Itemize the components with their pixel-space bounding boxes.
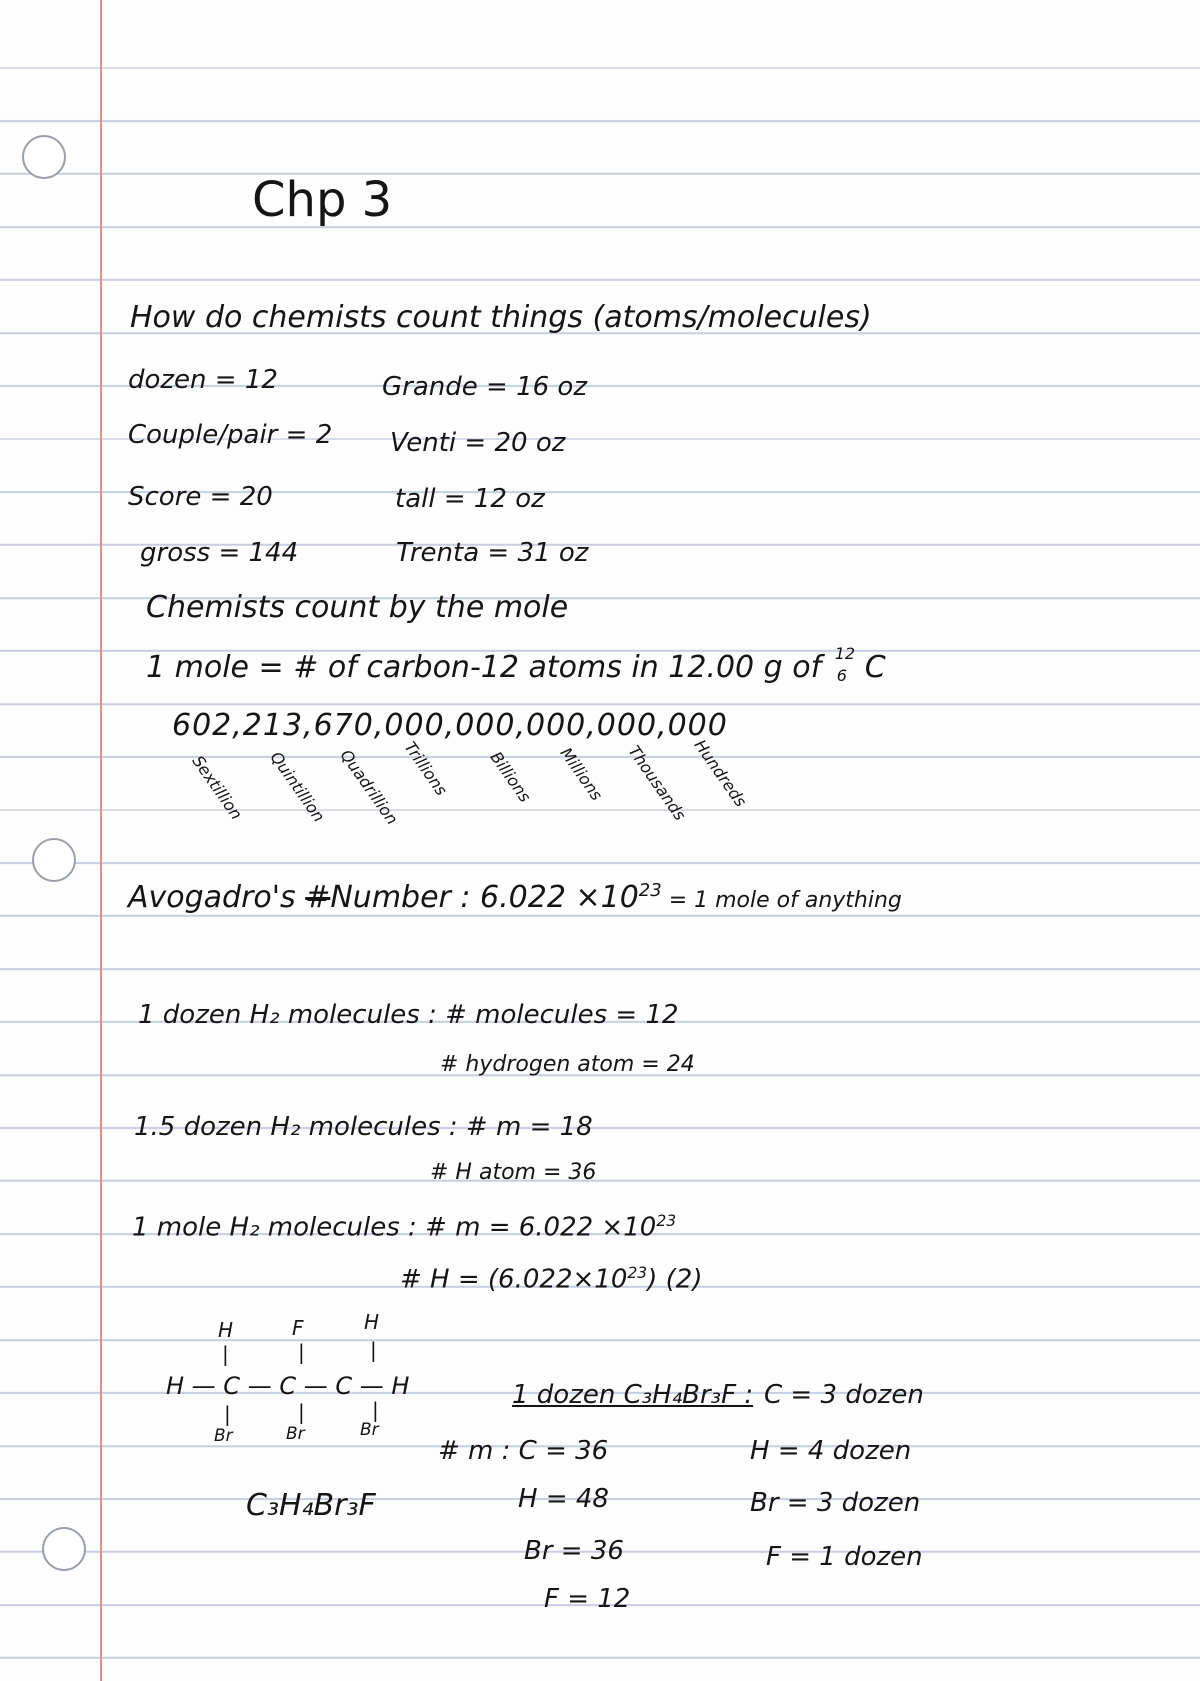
unit-couple: Couple/pair = 2 [128,420,333,450]
example2-line2: # H atom = 36 [430,1160,597,1185]
unit-grande: Grande = 16 oz [382,372,587,402]
example3-line2 [400,1264,702,1295]
isotope-symbol: C [864,650,886,685]
avogadro-label: Avogadro's [128,880,296,915]
molecule-count-h: H = 48 [518,1484,609,1514]
example1-line2: # hydrogen atom = 24 [440,1052,695,1077]
place-hundreds: Hundreds [690,736,751,811]
atom-br-2: Br [286,1424,305,1444]
avogadro-crossed: # [305,880,331,915]
avogadro-line [128,880,902,915]
dozen-calc-heading-text: 1 dozen C₃H₄Br₃F : [512,1380,754,1410]
question-heading: How do chemists count things (atoms/molecules) [130,300,872,335]
example1-line1: 1 dozen H₂ molecules : # molecules = 12 [138,1000,679,1030]
bond-vertical: | [372,1398,379,1422]
unit-gross: gross = 144 [140,538,299,568]
binder-hole [42,1527,86,1571]
atom-h-top-1: H [218,1318,234,1342]
binder-hole [32,838,76,882]
example3-line2-tail: ) (2) [647,1264,703,1295]
unit-dozen: dozen = 12 [128,365,278,395]
unit-trenta: Trenta = 31 oz [396,538,589,568]
example3-line2-exponent: 23 [627,1264,648,1282]
unit-venti: Venti = 20 oz [390,428,566,458]
molecule-count-c [438,1436,608,1466]
example3-line2-text: # H = (6.022×10 [400,1264,628,1295]
place-trillions: Trillions [400,738,452,799]
isotope-mass: 12 [834,644,856,663]
molecule-count-prefix: # m : [438,1436,511,1466]
atom-br-3: Br [360,1420,379,1440]
mole-definition [146,644,886,685]
bond-vertical: | [298,1340,305,1364]
dozen-c: C = 3 dozen [764,1380,924,1410]
example3-exponent: 23 [656,1212,677,1230]
page-title: Chp 3 [252,172,393,228]
molecule-count-br: Br = 36 [524,1536,624,1566]
isotope-notation [831,644,865,685]
molecule-count-f: F = 12 [544,1584,631,1614]
mole-heading: Chemists count by the mole [146,590,569,625]
place-billions: Billions [486,748,535,806]
atom-f-top: F [292,1316,304,1340]
place-quintillion: Quintillion [266,748,329,826]
mole-definition-text: 1 mole = # of carbon-12 atoms in 12.00 g of [146,650,822,685]
dozen-br: Br = 3 dozen [750,1488,921,1518]
dozen-h: H = 4 dozen [750,1436,912,1466]
bond-vertical: | [370,1338,377,1362]
isotope-number: 6 [836,666,847,685]
binder-hole [22,135,66,179]
carbon-chain: H — C — C — C — H [166,1372,410,1400]
unit-tall: tall = 12 oz [395,484,545,514]
place-thousands: Thousands [624,742,690,824]
example3-line1-text: 1 mole H₂ molecules : # m = 6.022 ×10 [132,1212,657,1243]
avogadro-tail: = 1 mole of anything [661,888,902,913]
margin-line [100,0,102,1681]
atom-h-top-3: H [364,1310,380,1334]
avogadro-value: Number : 6.022 ×10 [330,880,639,915]
bond-vertical: | [298,1400,305,1424]
place-millions: Millions [556,744,607,804]
dozen-calc-heading [512,1380,753,1410]
example2-line1: 1.5 dozen H₂ molecules : # m = 18 [134,1112,593,1142]
dozen-f: F = 1 dozen [766,1542,923,1572]
place-sextillion: Sextillion [188,752,247,824]
avogadro-exponent: 23 [638,880,662,901]
avogadro-digits: 602,213,670,000,000,000,000,000 [172,708,728,743]
example3-line1 [132,1212,676,1243]
bond-vertical: | [224,1402,231,1426]
molecule-count-c-value: C = 36 [518,1436,609,1466]
molecular-formula: C₃H₄Br₃F [246,1488,376,1523]
bond-vertical: | [222,1342,229,1366]
unit-score: Score = 20 [128,482,273,512]
atom-br-1: Br [214,1426,233,1446]
place-quadrillion: Quadrillion [336,746,402,829]
